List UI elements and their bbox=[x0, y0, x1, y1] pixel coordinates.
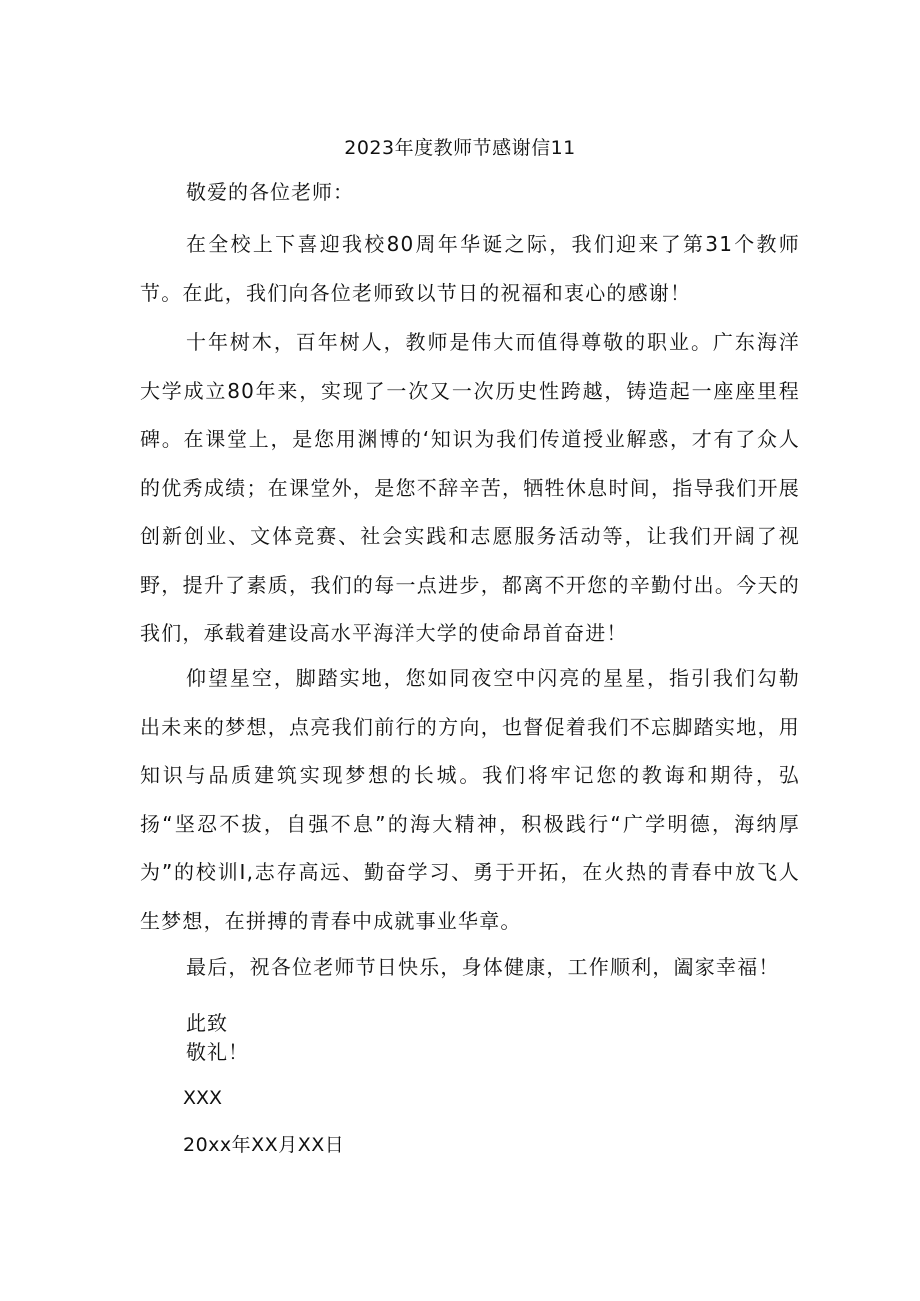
paragraph-2: 十年树木，百年树人，教师是伟大而值得尊敬的职业。广东海洋大学成立80年来，实现了一次又一次历史性跨越，铸造起一座座里程碑。在课堂上，是您用渊博的‘知识为我们传道授业解惑，才有了众人的优秀成绩；在课堂外，是您不辞辛苦，牺牲休息时间，指导我们开展创新创业、文体竞赛、社会实践和志愿服务活动等，让我们开阔了视野，提升了素质，我们的每一点进步，都离不开您的辛勤付出。今天的我们，承载着建设高水平海洋大学的使命昂首奋进！ bbox=[140, 330, 800, 645]
paragraph-3: 仰望星空，脚踏实地，您如同夜空中闪亮的星星，指引我们勾勒出未来的梦想，点亮我们前行的方向，也督促着我们不忘脚踏实地，用知识与品质建筑实现梦想的长城。我们将牢记您的教诲和期待，弘扬“坚忍不拔，自强不息”的海大精神，积极践行“广学明德，海纳厚为”的校训I,志存高远、勤奋学习、勇于开拓，在火热的青春中放飞人生梦想，在拼搏的青春中成就事业华章。 bbox=[140, 666, 800, 933]
paragraph-4: 最后，祝各位老师节日快乐，身体健康，工作顺利，阖家幸福！ bbox=[186, 955, 780, 979]
signature: XXX bbox=[183, 1087, 223, 1109]
closing-line-2: 敬礼！ bbox=[186, 1040, 249, 1064]
paragraph-1: 在全校上下喜迎我校80周年华诞之际，我们迎来了第31个教师节。在此，我们向各位老师致以节日的祝福和衷心的感谢！ bbox=[140, 232, 800, 305]
salutation: 敬爱的各位老师： bbox=[186, 180, 354, 204]
letter-title: 2023年度教师节感谢信11 bbox=[344, 137, 576, 159]
letter-date: 20xx年XX月XX日 bbox=[183, 1134, 345, 1156]
closing-line-1: 此致 bbox=[186, 1011, 228, 1035]
